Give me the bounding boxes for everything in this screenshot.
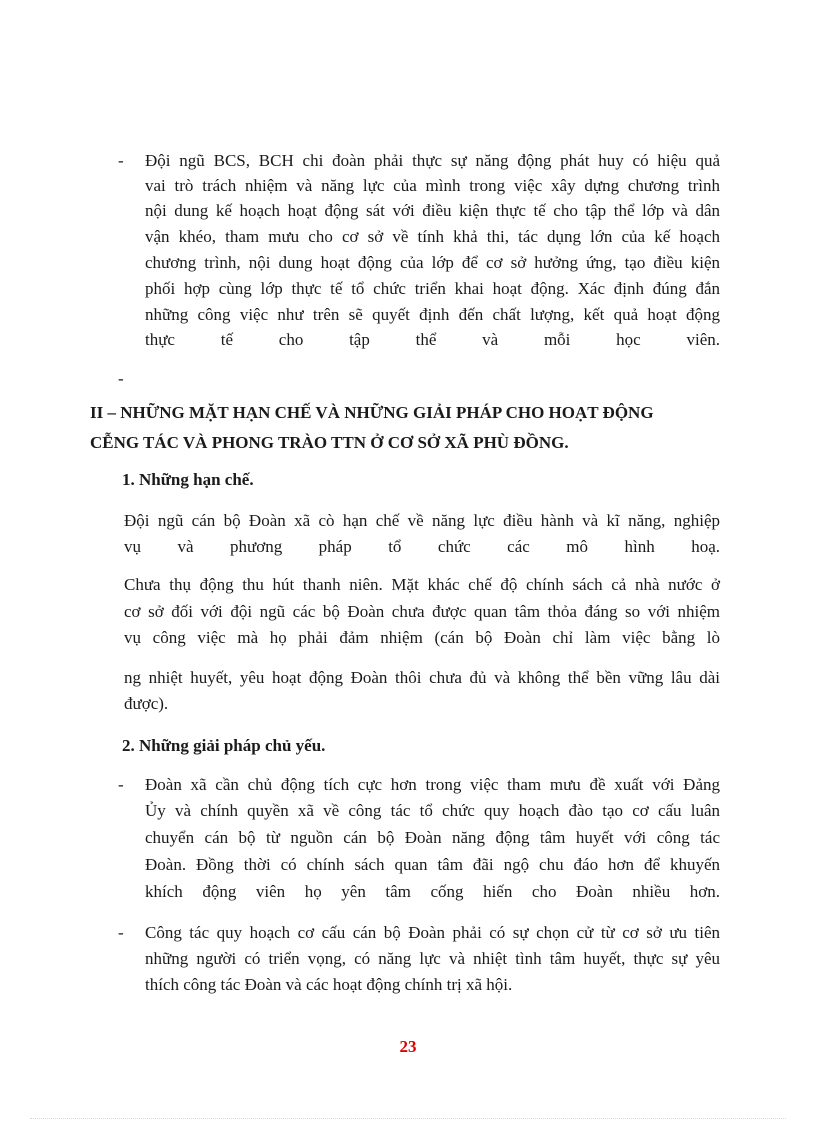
text-line: Ủy và chính quyền xã về công tác tổ chức quy hoạch đào tạo cơ cấu luân xyxy=(145,801,720,820)
section-heading-line: II – NHỮNG MẶT HẠN CHẾ VÀ NHỮNG GIẢI PHÁP CHO HOẠT ĐỘNG xyxy=(90,403,654,422)
text-line: Chưa thụ động thu hút thanh niên. Mặt khác chế độ chính sách cả nhà nước ở xyxy=(124,575,720,594)
text-line: khích động viên họ yên tâm cống hiến cho Đoàn nhiều hơn. xyxy=(145,882,720,901)
text-line: cơ sở đối với đội ngũ các bộ Đoàn chưa được quan tâm thỏa đáng so với nhiệm xyxy=(124,602,720,621)
text-line: những người có triển vọng, có năng lực và nhiệt tình tâm huyết, thực sự yêu xyxy=(145,949,720,968)
text-line: vụ công việc mà họ phải đảm nhiệm (cán bộ Đoàn chỉ làm việc bằng lò xyxy=(124,628,720,647)
text-line: Đoàn xã cần chủ động tích cực hơn trong việc tham mưu đề xuất với Đảng xyxy=(145,775,720,794)
bullet-dash: - xyxy=(118,151,124,170)
text-line: thích công tác Đoàn và các hoạt động chính trị xã hội. xyxy=(145,975,513,994)
page-number: 23 xyxy=(399,1037,417,1056)
text-line: được). xyxy=(124,694,169,713)
bullet-dash: - xyxy=(118,775,124,794)
subheading-solutions: 2. Những giải pháp chủ yếu. xyxy=(122,736,326,755)
text-line: Công tác quy hoạch cơ cấu cán bộ Đoàn phải có sự chọn cử từ cơ sở ưu tiên xyxy=(145,923,720,942)
text-line: Đoàn. Đồng thời có chính sách quan tâm đãi ngộ chu đáo hơn để khuyến xyxy=(145,855,720,874)
text-line: thực tế cho tập thể và mỗi học viên. xyxy=(145,330,720,349)
page-bottom-divider xyxy=(30,1118,786,1119)
text-line: những công việc như trên sẽ quyết định đến chất lượng, kết quả hoạt động xyxy=(145,305,720,324)
text-line: chuyển cán bộ từ nguồn cán bộ Đoàn năng động tâm huyết với công tác xyxy=(145,828,720,847)
text-line: Đội ngũ cán bộ Đoàn xã cò hạn chế về năng lực điều hành và kĩ năng, nghiệp xyxy=(124,511,720,530)
text-line: vận khéo, tham mưu cho cơ sở về tính khả thi, tác dụng lớn của kế hoạch xyxy=(145,227,720,246)
subheading-limitations: 1. Những hạn chế. xyxy=(122,470,254,489)
bullet-dash: - xyxy=(118,369,124,388)
text-line: vai trò trách nhiệm và năng lực của mình trong việc xây dựng chương trình xyxy=(145,176,720,195)
text-line: chương trình, nội dung hoạt động của lớp để cơ sở hưởng ứng, tạo điều kiện xyxy=(145,253,720,272)
text-line: ng nhiệt huyết, yêu hoạt động Đoàn thôi chưa đủ và không thể bền vững lâu dài xyxy=(124,668,720,687)
text-line: phối hợp cùng lớp thực tế tổ chức triển khai hoạt động. Xác định đúng đắn xyxy=(145,279,720,298)
text-line: nội dung kế hoạch hoạt động sát với điều kiện thực tế cho tập thể lớp và dân xyxy=(145,201,720,220)
text-line: Đội ngũ BCS, BCH chi đoàn phải thực sự năng động phát huy có hiệu quả xyxy=(145,151,720,170)
section-heading-line: CỄNG TÁC VÀ PHONG TRÀO TTN Ở CƠ SỞ XÃ PHÙ ĐỒNG. xyxy=(90,433,569,452)
text-line: vụ và phương pháp tổ chức các mô hình hoạ. xyxy=(124,537,720,556)
bullet-dash: - xyxy=(118,923,124,942)
